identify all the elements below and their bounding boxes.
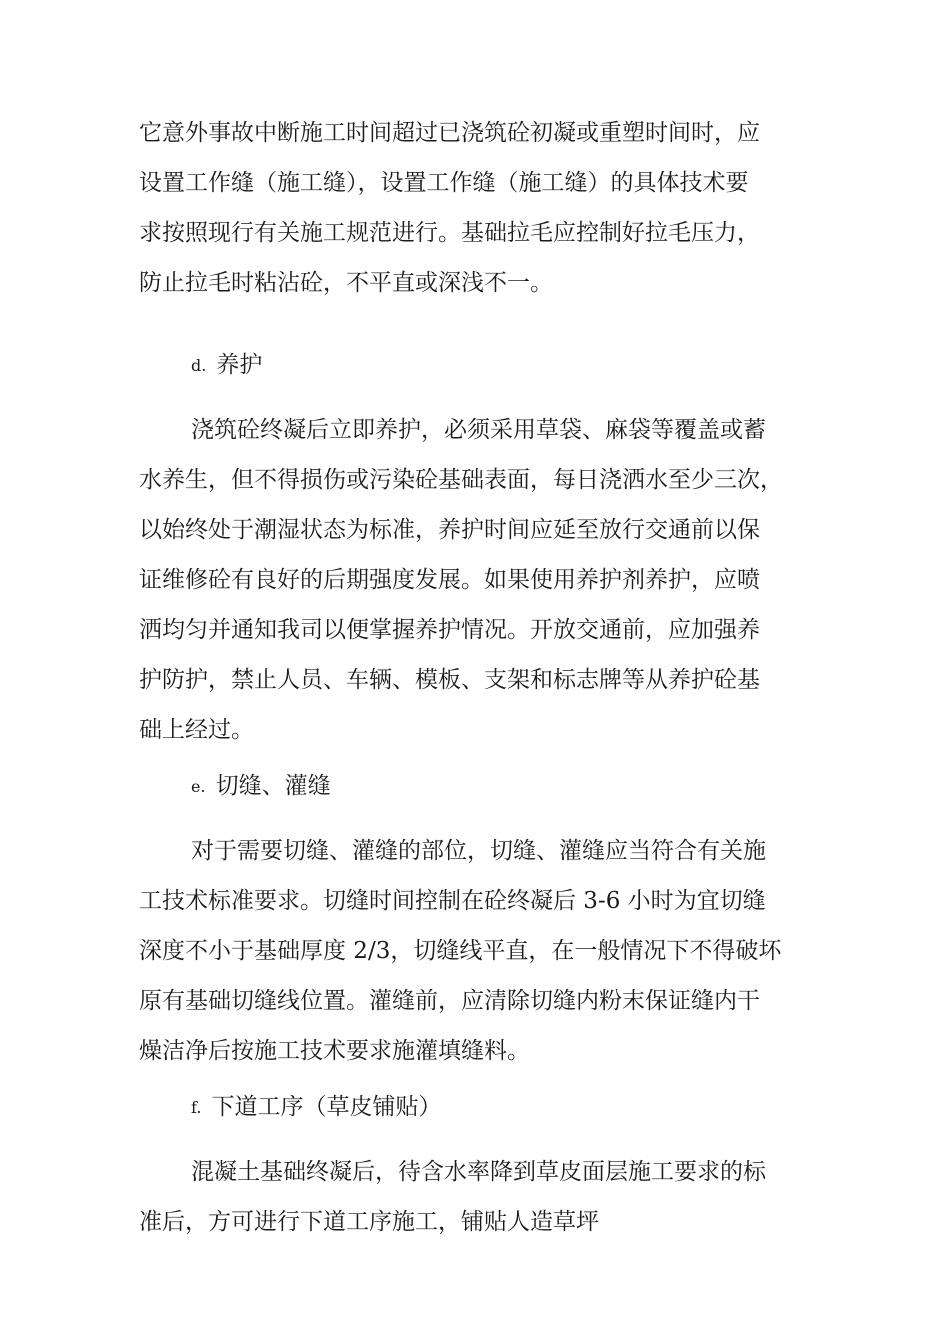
section-title: 下道工序（草皮铺贴） [211,1094,442,1120]
section-label: e. [191,777,206,796]
section-title: 切缝、灌缝 [215,773,331,799]
paragraph-line: 原有基础切缝线位置。灌缝前，应清除切缝内粉末保证缝内干 [139,988,760,1014]
paragraph-line: 证维修砼有良好的后期强度发展。如果使用养护剂养护，应喷 [139,567,760,593]
paragraph-line: 水养生，但不得损伤或污染砼基础表面，每日浇洒水至少三次， [139,467,783,493]
paragraph-line: 燥洁净后按施工技术要求施灌填缝料。 [139,1038,530,1064]
paragraph-line: 护防护，禁止人员、车辆、模板、支架和标志牌等从养护砼基 [139,667,760,693]
paragraph-line: 准后，方可进行下道工序施工，铺贴人造草坪 [139,1209,599,1235]
section-heading-e [191,771,331,802]
paragraph-line: 求按照现行有关施工规范进行。基础拉毛应控制好拉毛压力， [139,220,760,246]
section-heading-d [191,350,262,381]
section-label: d. [191,356,207,375]
paragraph-line: 设置工作缝（施工缝），设置工作缝（施工缝）的具体技术要 [139,170,749,196]
section-heading-f [191,1092,441,1123]
section-title: 养护 [216,352,263,378]
paragraph-line: 洒均匀并通知我司以便掌握养护情况。开放交通前，应加强养 [139,617,760,643]
paragraph-line: 防止拉毛时粘沾砼，不平直或深浅不一。 [139,270,553,296]
section-label: f. [191,1098,202,1117]
paragraph-line: 混凝土基础终凝后，待含水率降到草皮面层施工要求的标 [191,1159,766,1185]
paragraph-line: 对于需要切缝、灌缝的部位，切缝、灌缝应当符合有关施 [191,838,766,864]
paragraph-line: 以始终处于潮湿状态为标准，养护时间应延至放行交通前以保 [139,517,760,543]
paragraph-line: 工技术标准要求。切缝时间控制在砼终凝后 3-6 小时为宜切缝 [139,888,766,914]
paragraph-line: 浇筑砼终凝后立即养护，必须采用草袋、麻袋等覆盖或蓄 [191,417,766,443]
paragraph-line: 础上经过。 [139,717,254,743]
paragraph-line: 它意外事故中断施工时间超过已浇筑砼初凝或重塑时间时，应 [139,120,760,146]
paragraph-line: 深度不小于基础厚度 2/3，切缝线平直，在一般情况下不得破坏 [139,938,782,964]
